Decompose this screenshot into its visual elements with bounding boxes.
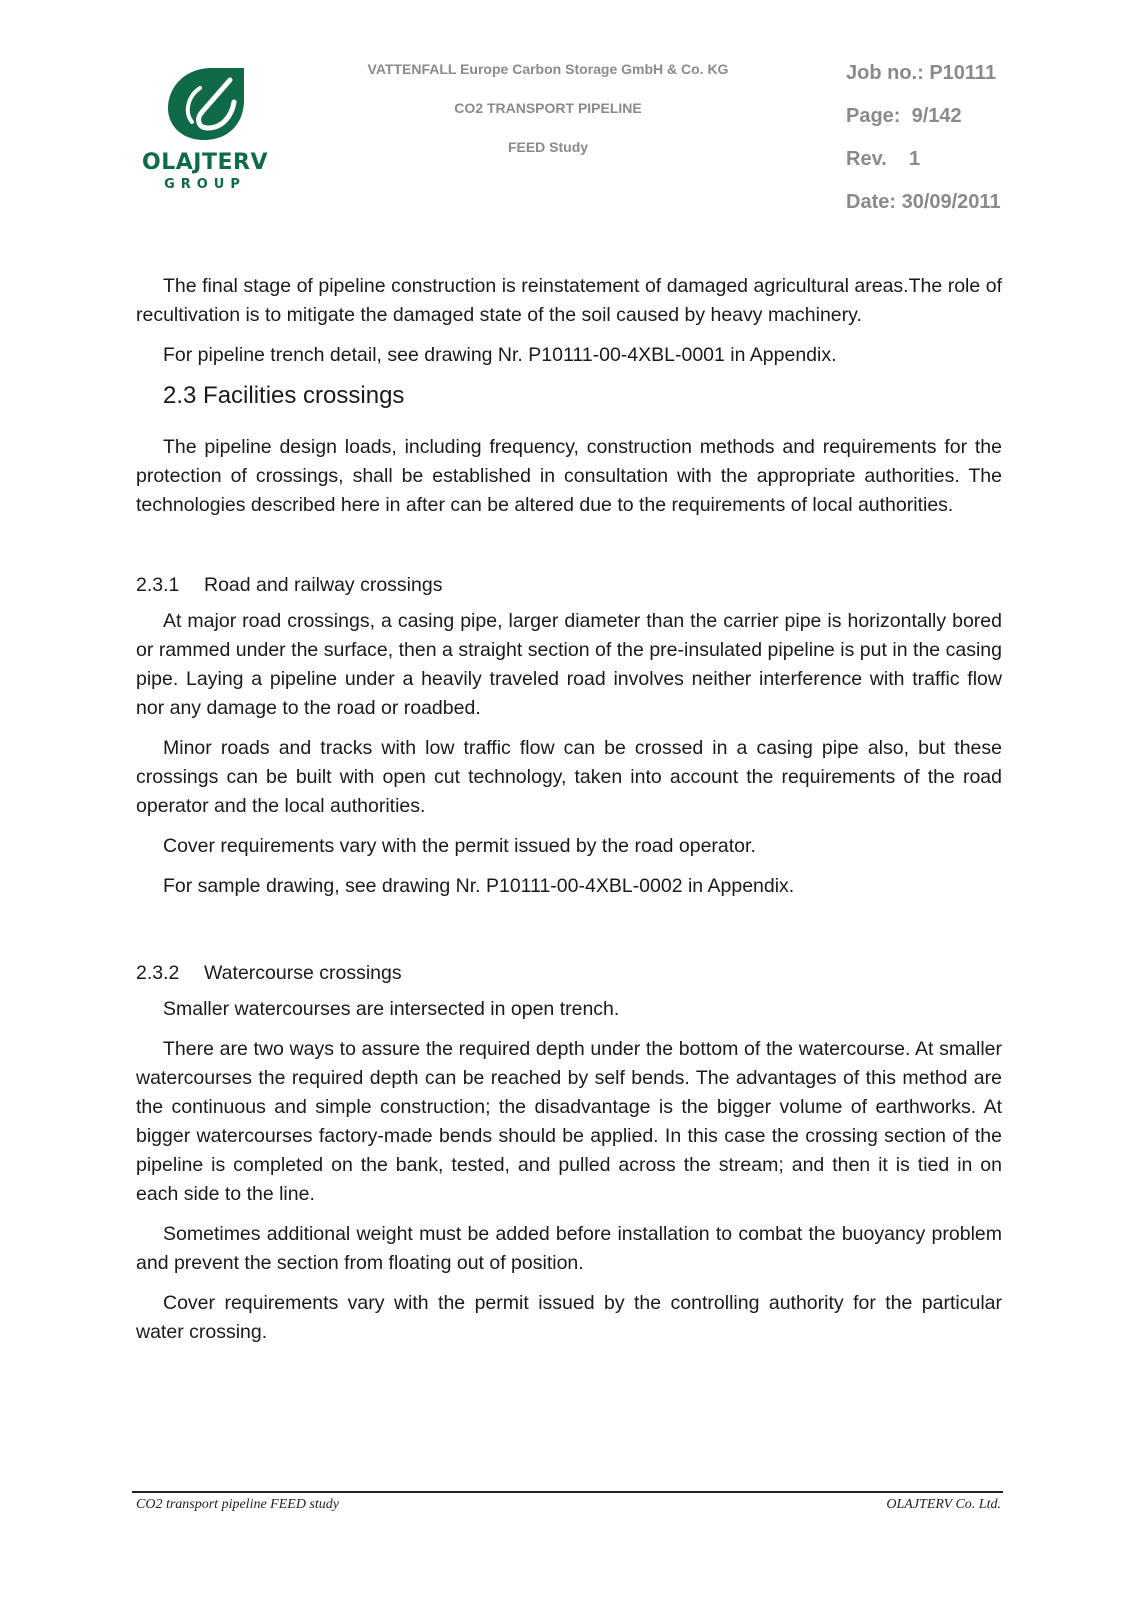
section-heading: 2.3 Facilities crossings [163, 382, 405, 409]
paragraph: Minor roads and tracks with low traffic flow can be crossed in a casing pipe also, but these crossings can be built with open cut technology, taken into account the requirements of the road operator and the local authorities. [136, 737, 1002, 817]
logo-group: GROUP [164, 177, 246, 192]
paragraph: At major road crossings, a casing pipe, larger diameter than the carrier pipe is horizontally bored or rammed under the surface, then a straight section of the pre-insulated pipeline is put in the casing pipe. Laying a pipeline under a heavily traveled road involves neither interference with traffic flow nor any damage to the road or roadbed. [136, 610, 1002, 719]
subsection-title: Road and railway crossings [204, 574, 443, 596]
page-number: Page: 9/142 [846, 105, 962, 127]
footer-document-title: CO2 transport pipeline FEED study [136, 1497, 339, 1512]
document-header [340, 60, 756, 177]
paragraph: The final stage of pipeline construction is reinstatement of damaged agricultural areas.The role of recultivation is to mitigate the damaged state of the soil caused by heavy machinery. [136, 275, 1002, 326]
paragraph: There are two ways to assure the required depth under the bottom of the watercourse. At smaller watercourses the required depth can be reached by self bends. The advantages of this method are the continuous and simple construction; the disadvantage is the bigger volume of earthworks. At bigger watercourses factory-made bends should be applied. In this case the crossing section of the pipeline is completed on the bank, tested, and pulled across the stream; and then it is tied in on each side to the line. [136, 1038, 1002, 1205]
paragraph: Cover requirements vary with the permit issued by the controlling authority for the particular water crossing. [136, 1292, 1002, 1343]
subsection-heading [136, 571, 1002, 599]
revision: Rev. 1 [846, 148, 921, 170]
page-body [136, 272, 1002, 1358]
subsection-heading [136, 959, 1002, 987]
company-logo [140, 66, 272, 196]
paragraph: The pipeline design loads, including frequency, construction methods and requirements for the protection of crossings, shall be established in consultation with the appropriate authorities. The technologies described here in after can be altered due to the requirements of local authorities. [136, 436, 1002, 516]
footer-company: OLAJTERV Co. Ltd. [886, 1497, 1001, 1512]
footer-divider [132, 1491, 1003, 1493]
leaf-logo-icon [166, 66, 248, 142]
paragraph: For sample drawing, see drawing Nr. P10111-00-4XBL-0002 in Appendix. [163, 875, 795, 897]
subsection-number: 2.3.2 [136, 962, 180, 984]
project-name: CO2 TRANSPORT PIPELINE [454, 100, 642, 116]
subsection-title: Watercourse crossings [204, 962, 402, 984]
subsection-number: 2.3.1 [136, 574, 180, 596]
job-number: Job no.: P10111 [846, 62, 997, 84]
date: Date: 30/09/2011 [846, 191, 1001, 213]
paragraph: Sometimes additional weight must be added before installation to combat the buoyancy problem and prevent the section from floating out of position. [136, 1223, 1002, 1274]
study-name: FEED Study [507, 139, 589, 155]
paragraph: For pipeline trench detail, see drawing Nr. P10111-00-4XBL-0001 in Appendix. [163, 344, 837, 366]
document-meta [846, 60, 1086, 232]
logo-name: OLAJTERV [142, 150, 268, 175]
paragraph: Cover requirements vary with the permit issued by the road operator. [163, 835, 756, 857]
company-name: VATTENFALL Europe Carbon Storage GmbH & Co. KG [367, 61, 729, 77]
paragraph: Smaller watercourses are intersected in open trench. [163, 998, 620, 1020]
